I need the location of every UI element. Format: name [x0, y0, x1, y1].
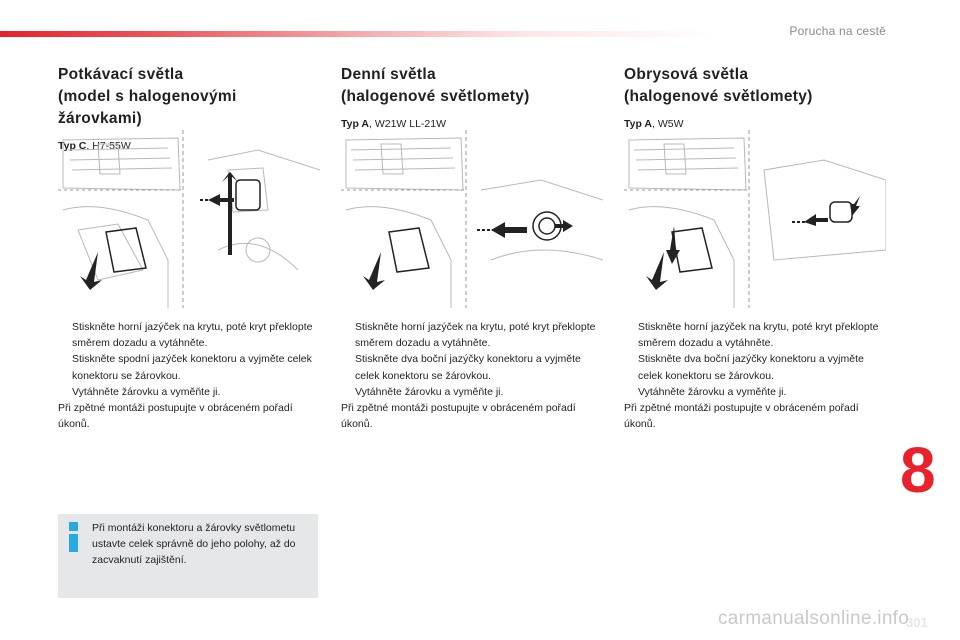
steps-daytime-lights	[341, 319, 603, 432]
step-text: Vytáhněte žárovku a vyměňte ji.	[72, 385, 221, 398]
bulb-type-label: Typ A	[341, 118, 369, 130]
steps-low-beam	[58, 319, 320, 432]
step-text: Stiskněte horní jazýček na krytu, poté kryt překlopte směrem dozadu a vytáhněte.	[638, 321, 879, 350]
bulb-type-label: Typ C	[58, 140, 87, 152]
step-text: Stiskněte dva boční jazýčky konektoru a vyjměte celek konektoru se žárovkou.	[355, 353, 581, 382]
bulb-type-label: Typ A	[624, 118, 652, 130]
info-text: Při montáži konektoru a žárovky světlometu ustavte celek správně do jeho polohy, až do zacvaknutí zajištění.	[92, 522, 296, 566]
column-daytime-lights	[341, 64, 603, 130]
step-item	[341, 319, 603, 351]
column-title	[341, 64, 603, 108]
bulb-type-value: , W21W LL-21W	[369, 118, 447, 130]
step-text: Stiskněte horní jazýček na krytu, poté kryt překlopte směrem dozadu a vytáhněte.	[72, 321, 313, 350]
column-side-lights	[624, 64, 886, 130]
title-line-2: (halogenové světlomety)	[624, 88, 813, 105]
page-number: 301	[906, 615, 928, 630]
bulb-type	[341, 118, 603, 130]
title-line-1: Potkávací světla	[58, 66, 184, 83]
step-item	[58, 319, 320, 351]
info-box	[58, 514, 318, 598]
step-text: Stiskněte horní jazýček na krytu, poté kryt překlopte směrem dozadu a vytáhněte.	[355, 321, 596, 350]
chapter-number: 8	[900, 434, 936, 506]
title-line-2: (halogenové světlomety)	[341, 88, 530, 105]
step-text: Stiskněte spodní jazýček konektoru a vyjměte celek konektoru se žárovkou.	[72, 353, 312, 382]
step-text: Vytáhněte žárovku a vyměňte ji.	[355, 385, 504, 398]
step-item	[624, 319, 886, 351]
step-item	[341, 351, 603, 383]
illustration-daytime-lights	[341, 130, 603, 308]
step-item	[58, 384, 320, 400]
section-title: Porucha na cestě	[789, 24, 886, 38]
illustration-low-beam	[58, 130, 320, 308]
column-title	[58, 64, 320, 130]
bulb-type	[624, 118, 886, 130]
info-icon	[66, 522, 80, 556]
title-line-1: Denní světla	[341, 66, 436, 83]
step-item	[341, 384, 603, 400]
step-item	[624, 384, 886, 400]
title-line-2: (model s halogenovými žárovkami)	[58, 88, 237, 127]
watermark: carmanualsonline.info	[718, 608, 910, 629]
illustration-side-lights	[624, 130, 886, 308]
bulb-type-value: , H7-55W	[86, 140, 131, 152]
title-line-1: Obrysová světla	[624, 66, 749, 83]
step-item	[624, 351, 886, 383]
reassembly-note: Při zpětné montáži postupujte v obráceném pořadí úkonů.	[624, 402, 859, 431]
bulb-type-value: , W5W	[652, 118, 684, 130]
reassembly-note: Při zpětné montáži postupujte v obráceném pořadí úkonů.	[58, 402, 293, 431]
reassembly-note: Při zpětné montáži postupujte v obráceném pořadí úkonů.	[341, 402, 576, 431]
step-item	[58, 351, 320, 383]
step-text: Vytáhněte žárovku a vyměňte ji.	[638, 385, 787, 398]
column-title	[624, 64, 886, 108]
steps-side-lights	[624, 319, 886, 432]
step-text: Stiskněte dva boční jazýčky konektoru a vyjměte celek konektoru se žárovkou.	[638, 353, 864, 382]
